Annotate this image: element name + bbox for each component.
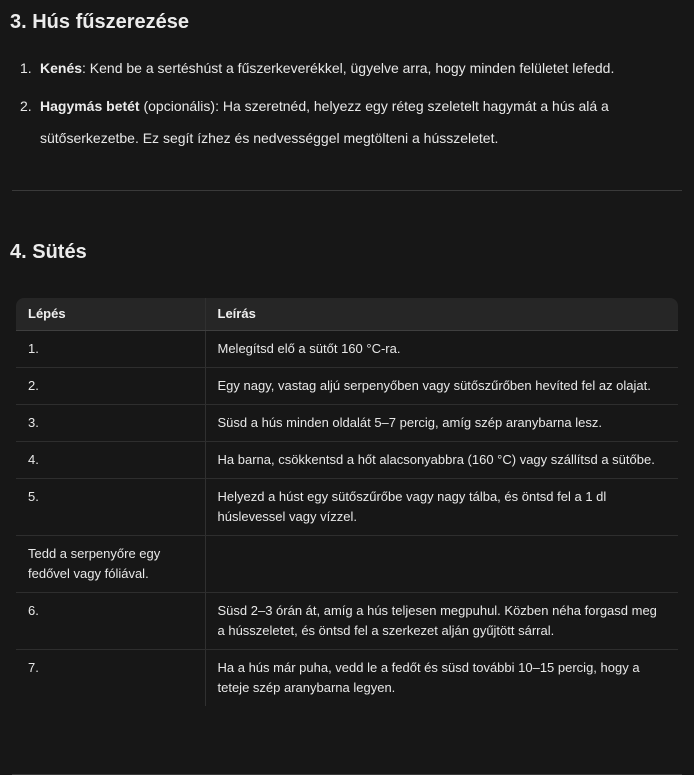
list-item-number: 1.	[20, 60, 32, 76]
list-item-rest: : Kend be a sertéshúst a fűszerkeverékkel, ügyelve arra, hogy minden felületet lefedd.	[82, 60, 615, 76]
list-item-rest: (opcionális): Ha szeretnéd, helyezz egy réteg szeletelt hagymát a hús alá a sütőserkezetbe. Ez segít ízhez és nedvességgel megtölteni a hússzeletet.	[40, 98, 609, 146]
table-row	[16, 368, 678, 405]
table-header-description: Leírás	[205, 298, 678, 331]
description-cell: Süsd a hús minden oldalát 5–7 percig, amíg szép aranybarna lesz.	[205, 405, 678, 442]
list-item-bold-lead: Hagymás betét	[40, 98, 140, 114]
step-cell: 6.	[16, 593, 205, 650]
step-cell: Tedd a serpenyőre egy fedővel vagy fóliával.	[16, 536, 205, 593]
table-row	[16, 442, 678, 479]
table-row	[16, 536, 678, 593]
step-cell: 3.	[16, 405, 205, 442]
table-row	[16, 593, 678, 650]
description-cell: Süsd 2–3 órán át, amíg a hús teljesen megpuhul. Közben néha forgasd meg a hússzeletet, és öntsd fel a szerkezet alján gyűjtött sárral.	[205, 593, 678, 650]
step-cell: 1.	[16, 331, 205, 368]
list-item-bold-lead: Kenés	[40, 60, 83, 76]
list-item-text	[40, 90, 670, 154]
table-header-row	[16, 298, 678, 331]
description-cell: Melegítsd elő a sütőt 160 °C-ra.	[205, 331, 678, 368]
table-row	[16, 405, 678, 442]
description-cell: Ha a hús már puha, vedd le a fedőt és süsd további 10–15 percig, hogy a teteje szép aranybarna legyen.	[205, 650, 678, 707]
step-cell: 2.	[16, 368, 205, 405]
table-row	[16, 331, 678, 368]
seasoning-steps-list	[0, 52, 694, 154]
list-item	[20, 52, 670, 84]
baking-steps-table	[16, 298, 678, 706]
step-cell: 5.	[16, 479, 205, 536]
description-cell: Egy nagy, vastag aljú serpenyőben vagy sütőszűrőben hevíted fel az olajat.	[205, 368, 678, 405]
section-3-heading: 3. Hús fűszerezése	[10, 11, 189, 33]
description-cell: Ha barna, csökkentsd a hőt alacsonyabbra (160 °C) vagy szállítsd a sütőbe.	[205, 442, 678, 479]
table-row	[16, 650, 678, 707]
list-item	[20, 90, 670, 154]
description-cell: Helyezd a húst egy sütőszűrőbe vagy nagy tálba, és öntsd fel a 1 dl húslevessel vagy vízzel.	[205, 479, 678, 536]
list-item-number: 2.	[20, 98, 32, 114]
list-item-text	[40, 52, 670, 84]
description-cell	[205, 536, 678, 593]
table-row	[16, 479, 678, 536]
table-header-step: Lépés	[16, 298, 205, 331]
step-cell: 4.	[16, 442, 205, 479]
step-cell: 7.	[28, 660, 39, 675]
section-4-heading: 4. Sütés	[10, 241, 87, 263]
